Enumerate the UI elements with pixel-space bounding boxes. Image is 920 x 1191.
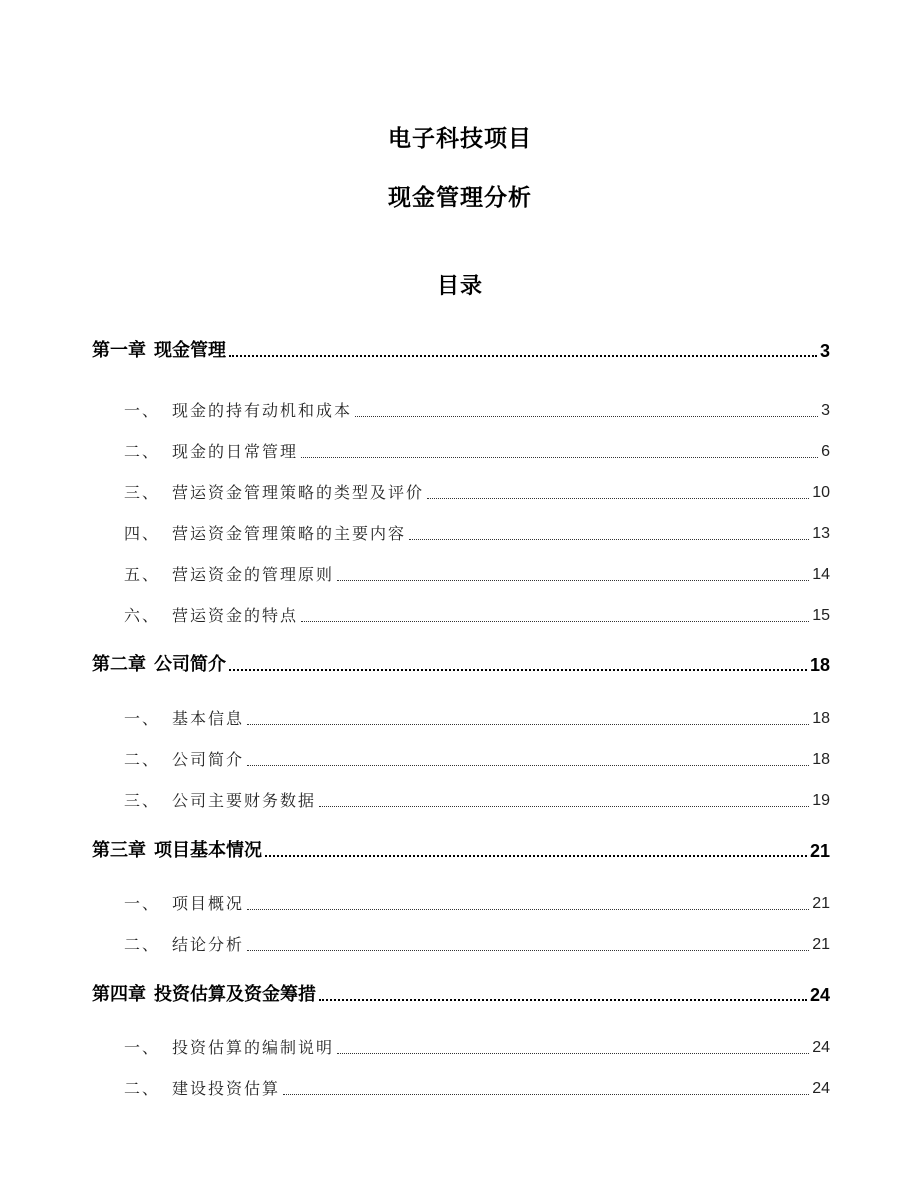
toc-page-number: 19 bbox=[812, 792, 830, 809]
toc-section-1-3[interactable] bbox=[124, 478, 830, 504]
toc-chapter-2[interactable] bbox=[92, 650, 830, 676]
toc-entry-number: 二、 bbox=[124, 1079, 161, 1098]
toc-entry-number: 一、 bbox=[124, 709, 161, 728]
toc-section-1-5[interactable] bbox=[124, 560, 830, 586]
toc-page-number: 24 bbox=[809, 985, 830, 1005]
dot-leader bbox=[265, 855, 807, 857]
toc-section-4-1[interactable] bbox=[124, 1033, 830, 1059]
document-title-line-2: 现金管理分析 bbox=[388, 185, 532, 211]
toc-section-3-1[interactable] bbox=[124, 889, 830, 915]
dot-leader bbox=[247, 724, 809, 725]
toc-chapter-3[interactable] bbox=[92, 836, 830, 862]
dot-leader bbox=[301, 621, 809, 622]
toc-page-number: 21 bbox=[812, 895, 830, 912]
toc-entry-title: 营运资金的管理原则 bbox=[172, 565, 335, 584]
toc-page-number: 18 bbox=[812, 710, 830, 727]
dot-leader bbox=[247, 765, 809, 766]
toc-section-1-4[interactable] bbox=[124, 519, 830, 545]
toc-entry-title: 公司简介 bbox=[154, 654, 226, 675]
toc-page-number: 3 bbox=[821, 402, 830, 419]
toc-page-number: 21 bbox=[809, 841, 830, 861]
toc-section-2-2[interactable] bbox=[124, 745, 830, 771]
toc-entry-number: 五、 bbox=[124, 565, 161, 584]
toc-entry-title: 建设投资估算 bbox=[172, 1079, 281, 1098]
dot-leader bbox=[229, 355, 817, 357]
toc-page-number: 15 bbox=[812, 607, 830, 624]
toc-section-2-1[interactable] bbox=[124, 704, 830, 730]
toc-section-3-2[interactable] bbox=[124, 930, 830, 956]
dot-leader bbox=[229, 669, 807, 671]
toc-entry-number: 第二章 bbox=[92, 654, 146, 675]
toc-page-number: 3 bbox=[819, 341, 830, 361]
toc-entry-title: 结论分析 bbox=[172, 935, 245, 954]
toc-page-number: 6 bbox=[821, 443, 830, 460]
dot-leader bbox=[337, 580, 809, 581]
toc-entry-title: 现金的持有动机和成本 bbox=[172, 401, 353, 420]
toc-entry-number: 四、 bbox=[124, 524, 161, 543]
toc-entry-title: 营运资金的特点 bbox=[172, 606, 299, 625]
toc-entry-title: 基本信息 bbox=[172, 709, 245, 728]
toc-entry-number: 一、 bbox=[124, 401, 161, 420]
toc-entry-title: 投资估算及资金筹措 bbox=[154, 984, 316, 1005]
toc-page-number: 21 bbox=[812, 936, 830, 953]
toc-section-1-2[interactable] bbox=[124, 437, 830, 463]
toc-chapter-4[interactable] bbox=[92, 980, 830, 1006]
toc-page-number: 10 bbox=[812, 484, 830, 501]
toc-section-4-2[interactable] bbox=[124, 1074, 830, 1100]
toc-heading: 目录 bbox=[436, 274, 483, 299]
toc-entry-title: 营运资金管理策略的类型及评价 bbox=[172, 483, 425, 502]
toc-entry-title: 现金的日常管理 bbox=[172, 442, 299, 461]
toc-chapter-1[interactable] bbox=[92, 336, 830, 362]
dot-leader bbox=[247, 909, 809, 910]
dot-leader bbox=[247, 950, 809, 951]
toc-page-number: 13 bbox=[812, 525, 830, 542]
dot-leader bbox=[319, 999, 807, 1001]
toc-page-number: 24 bbox=[812, 1080, 830, 1097]
toc-entry-number: 二、 bbox=[124, 442, 161, 461]
toc-page-number: 14 bbox=[812, 566, 830, 583]
dot-leader bbox=[283, 1094, 809, 1095]
dot-leader bbox=[301, 457, 818, 458]
dot-leader bbox=[409, 539, 809, 540]
document-title-line-1: 电子科技项目 bbox=[388, 126, 532, 152]
toc-entry-number: 第三章 bbox=[92, 840, 146, 861]
toc-entry-title: 项目基本情况 bbox=[154, 840, 262, 861]
toc-entry-title: 公司简介 bbox=[172, 750, 245, 769]
toc-entry-number: 二、 bbox=[124, 935, 161, 954]
toc-page-number: 18 bbox=[812, 751, 830, 768]
toc-section-2-3[interactable] bbox=[124, 786, 830, 812]
toc-entry-number: 第一章 bbox=[92, 340, 146, 361]
toc-entry-number: 第四章 bbox=[92, 984, 146, 1005]
dot-leader bbox=[337, 1053, 809, 1054]
toc-entry-number: 一、 bbox=[124, 894, 161, 913]
toc-entry-number: 三、 bbox=[124, 483, 161, 502]
toc-entry-title: 公司主要财务数据 bbox=[172, 791, 317, 810]
toc-entry-number: 二、 bbox=[124, 750, 161, 769]
toc-entry-number: 三、 bbox=[124, 791, 161, 810]
toc-entry-number: 六、 bbox=[124, 606, 161, 625]
toc-page-number: 24 bbox=[812, 1039, 830, 1056]
toc-entry-number: 一、 bbox=[124, 1038, 161, 1057]
toc-entry-title: 现金管理 bbox=[154, 340, 226, 361]
dot-leader bbox=[427, 498, 809, 499]
toc-entry-title: 投资估算的编制说明 bbox=[172, 1038, 335, 1057]
toc-section-1-6[interactable] bbox=[124, 601, 830, 627]
dot-leader bbox=[355, 416, 818, 417]
toc-page-number: 18 bbox=[809, 655, 830, 675]
dot-leader bbox=[319, 806, 809, 807]
toc-entry-title: 营运资金管理策略的主要内容 bbox=[172, 524, 407, 543]
toc-entry-title: 项目概况 bbox=[172, 894, 245, 913]
toc-section-1-1[interactable] bbox=[124, 396, 830, 422]
